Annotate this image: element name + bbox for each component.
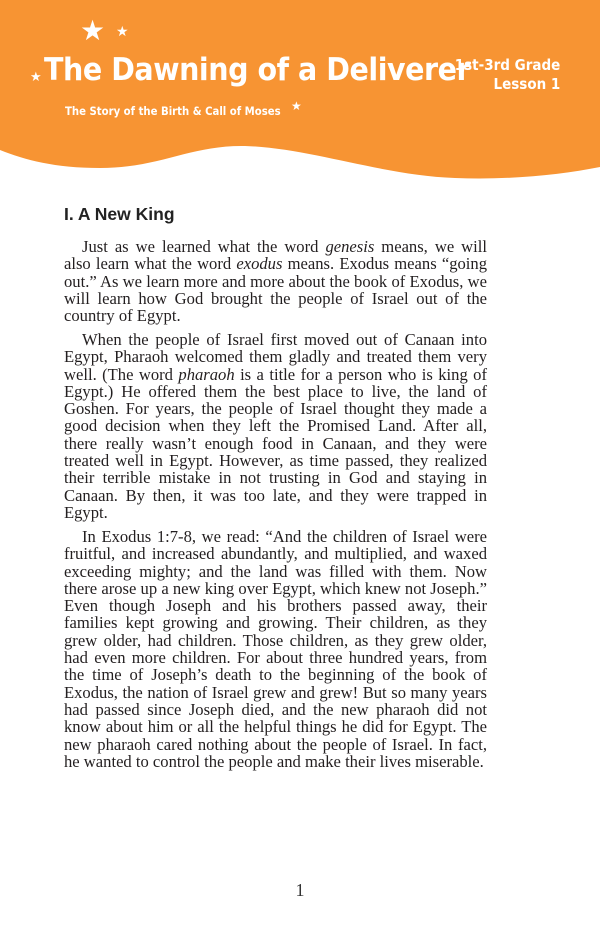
text-run: When the people of Israel first moved out of Canaan into Egypt, Pharaoh welcomed them gladly and treated them very well. (The word — [64, 330, 487, 384]
paragraph — [64, 238, 487, 324]
grade-lesson-label — [454, 56, 560, 94]
lesson-title: The Dawning of a Deliverer — [44, 52, 471, 88]
paragraph — [64, 331, 487, 521]
page-number: 1 — [295, 880, 305, 900]
text-run: Just as we learned what the word — [82, 237, 326, 256]
star-icon: ★ — [30, 69, 42, 84]
section-heading: I. A New King — [64, 204, 175, 224]
text-run: is a title for a person who is king of Egypt.) He offered them the best place to live, the land of Goshen. For years, the people of Israel thought they made a good decision when they left the Promised Land. After all, there really wasn’t enough food in Canaan, and they were treated well in Egypt. However, as time passed, they realized their terrible mistake in not trusting in God and staying in Canaan. By then, it was too late, and they were trapped in Egypt. — [64, 364, 487, 522]
lesson-number: Lesson 1 — [493, 75, 560, 93]
star-icon: ★ — [116, 25, 129, 40]
paragraph — [64, 528, 487, 770]
header-banner — [0, 0, 600, 190]
grade-level: 1st-3rd Grade — [454, 56, 560, 74]
star-icon: ★ — [291, 99, 302, 113]
italic-term: exodus — [236, 254, 283, 274]
text-run: means. Exodus means “going out.” As we learn more and more about the book of Exodus, we will learn how God brought the people of Israel out of the country of Egypt. — [64, 254, 487, 326]
italic-term: genesis — [325, 237, 375, 256]
lesson-subtitle: The Story of the Birth & Call of Moses — [65, 104, 281, 118]
text-run: In Exodus 1:7-8, we read: “And the children of Israel were fruitful, and increased abundantly, and multiplied, and waxed exceeding mighty; and the land was filled with them. Now there arose up a new king over Egypt, which knew not Joseph.” Even though Joseph and his brothers passed away, their families kept growing and growing. Their children, as they grew older, had children. Those children, as they grew older, had even more children. For about three hundred years, from the time of Joseph’s death to the beginning of the book of Exodus, the nation of Israel grew and grew! But so many years had passed since Joseph died, and the new pharaoh did not know about him or all the helpful things he did for Egypt. The new pharaoh cared nothing about the people of Israel. In fact, he wanted to control the people and make their lives miserable. — [64, 527, 487, 771]
italic-term: pharaoh — [178, 364, 235, 384]
text-run: means, we will also learn what the word — [64, 237, 487, 274]
star-icon: ★ — [80, 16, 106, 47]
